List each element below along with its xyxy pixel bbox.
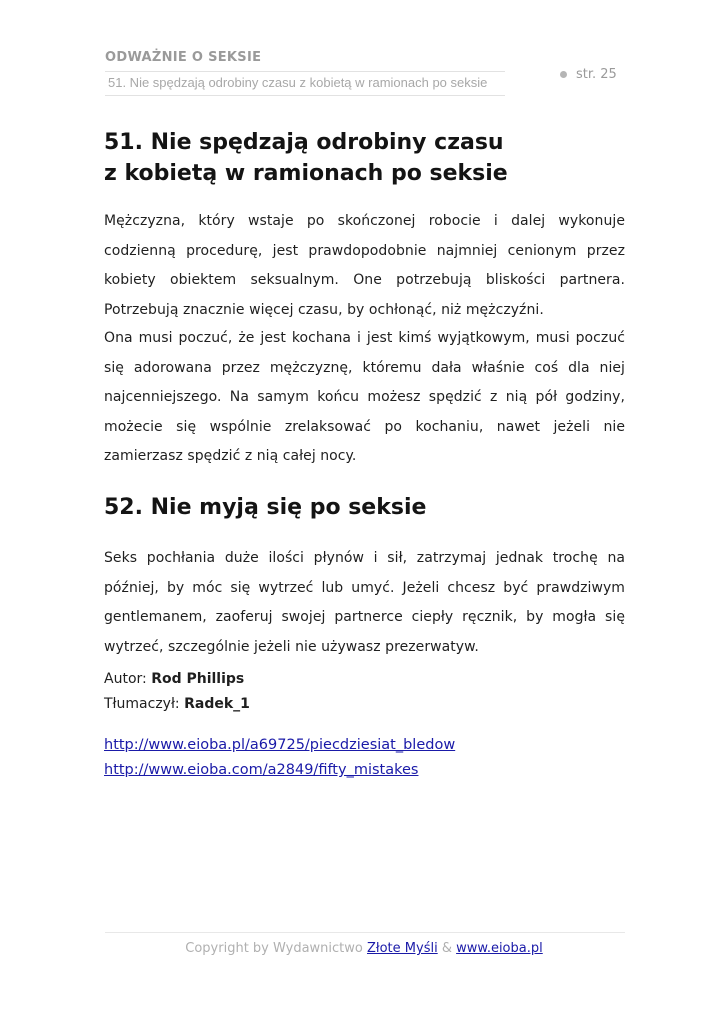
page-number-label: str. 25 [576,67,617,82]
header-page-number [560,67,617,82]
translator-name: Radek_1 [184,696,250,712]
header-chapter-title: 51. Nie spędzają odrobiny czasu z kobietą w ramionach po seksie [108,75,488,90]
section-51-heading-line1: 51. Nie spędzają odrobiny czasu [104,130,504,155]
footer-site-link[interactable]: www.eioba.pl [456,941,543,956]
footer [0,941,728,956]
section-52-heading: 52. Nie myją się po seksie [104,495,427,520]
footer-copyright: Copyright by Wydawnictwo [185,941,363,956]
author-name: Rod Phillips [151,671,245,687]
author-label: Autor: [104,671,147,687]
section-51-paragraph-2: Ona musi poczuć, że jest kochana i jest kimś wyjątkowym, musi poczuć się adorowana przez mężczyznę, któremu dała właśnie coś dla niej najcenniejszego. Na samym końcu możesz spędzić z nią pół godziny, możecie się wspólnie zrelaksować po kochaniu, nawet jeżeli nie zamierzasz spędzić z nią całej nocy. [104,330,625,464]
translator-line [104,696,250,712]
footer-publisher-link[interactable]: Złote Myśli [367,941,438,956]
section-51-paragraph-1: Mężczyzna, który wstaje po skończonej robocie i dalej wykonuje codzienną procedurę, jest prawdopodobnie najmniej cenionym przez kobiety obiektem seksualnym. One potrzebują bliskości partnera. Potrzebują znacznie więcej czasu, by ochłonąć, niż mężczyźni. [104,213,625,318]
bullet-icon [560,71,567,78]
section-51-heading-line2: z kobietą w ramionach po seksie [104,161,508,186]
author-line [104,671,244,687]
source-link-com[interactable]: http://www.eioba.com/a2849/fifty_mistakes [104,762,419,778]
footer-divider [105,932,625,933]
section-51-heading [104,127,624,189]
header-book-title: ODWAŻNIE O SEKSIE [105,50,262,65]
footer-ampersand: & [441,941,452,956]
section-52-paragraph-1: Seks pochłania duże ilości płynów i sił, zatrzymaj jednak trochę na później, by móc się wytrzeć lub umyć. Jeżeli chcesz być prawdziwym gentlemanem, zaoferuj swojej partnerce ciepły ręcznik, by mogła się wytrzeć, szczególnie jeżeli nie używasz prezerwatyw. [104,550,625,655]
header-divider-bottom [105,95,505,96]
source-link-pl[interactable]: http://www.eioba.pl/a69725/piecdziesiat_bledow [104,737,456,753]
translator-label: Tłumaczył: [104,696,180,712]
header-divider-top [105,71,505,72]
